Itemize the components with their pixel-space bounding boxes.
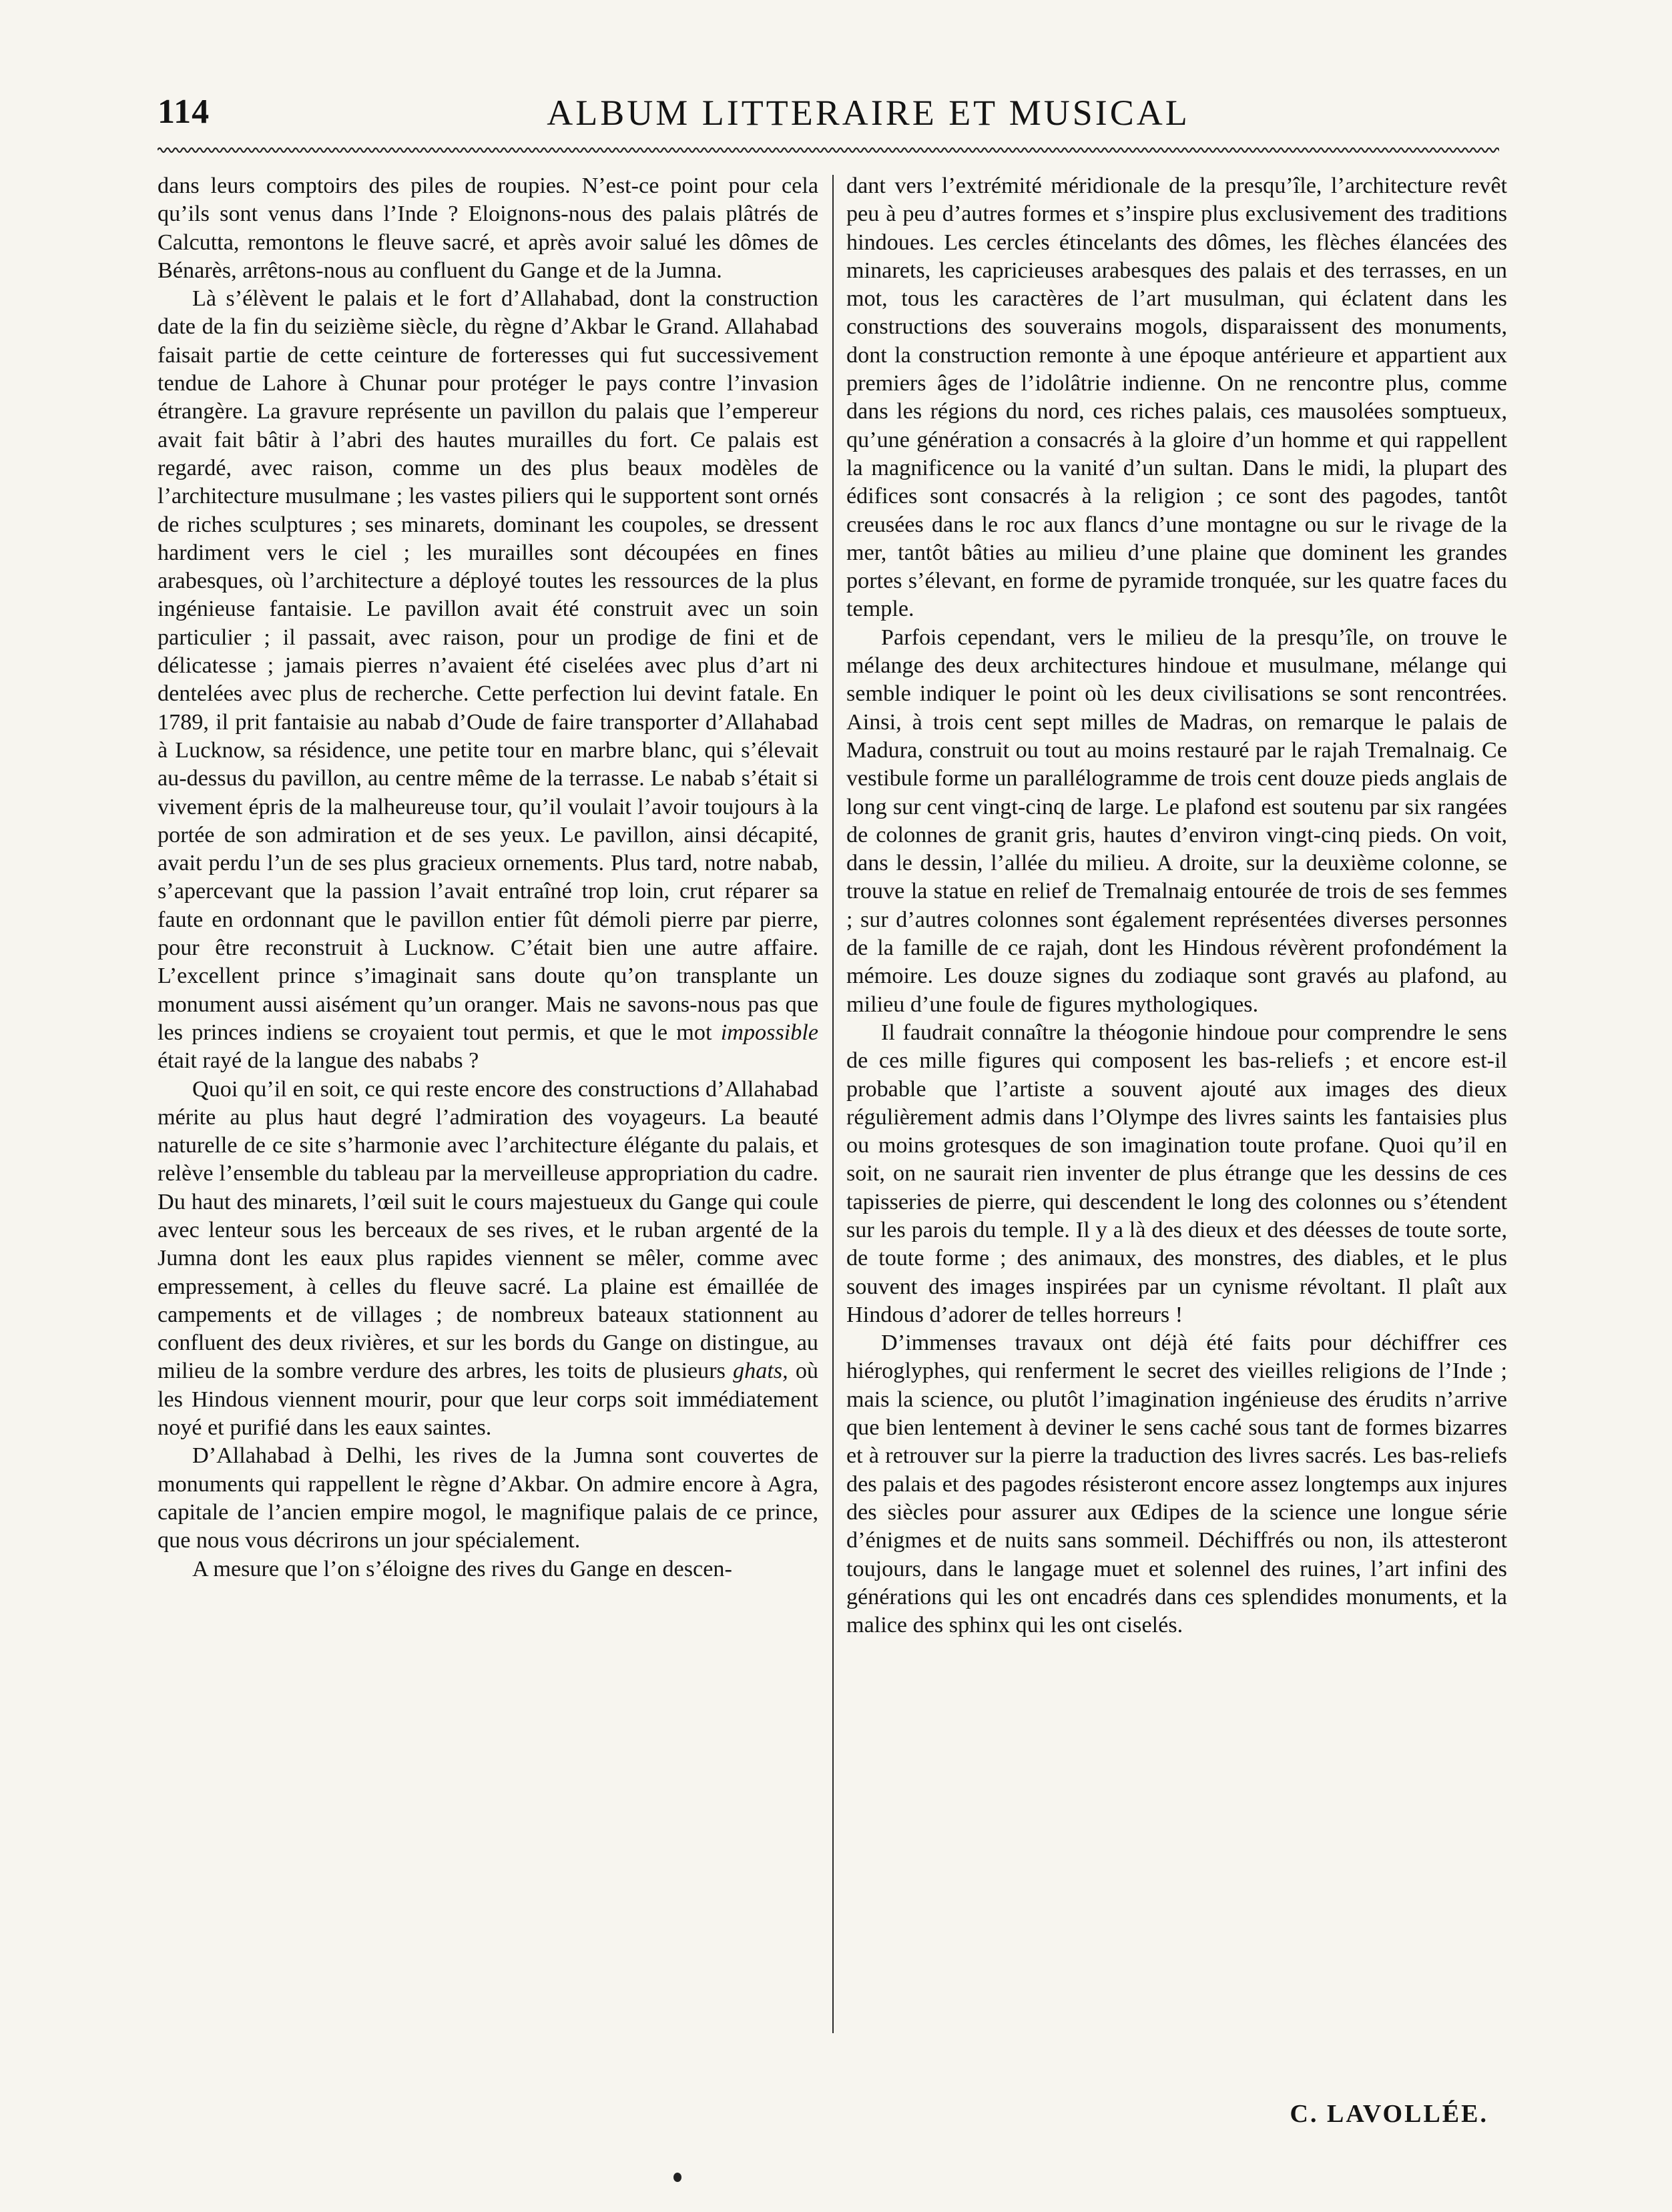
paragraph: Parfois cependant, vers le milieu de la presqu’île, on trouve le mélange des deux architectures hindoue et musulmane, mélange qui semble indiquer le point où les deux civilisations se sont rencontrées. Ainsi, à trois cent sept milles de Madras, on remarque le palais de Madura, construit ou tout au moins restauré par le rajah Tremalnaig. Ce vestibule forme un parallélogramme de trois cent douze pieds anglais de long sur cent vingt-cinq de large. Le plafond est soutenu par six rangées de colonnes de granit gris, hautes d’environ vingt-cinq pieds. On voit, dans le dessin, l’allée du milieu. A droite, sur la deuxième colonne, se trouve la statue en relief de Tremalnaig entourée de trois de ses femmes ; sur d’autres colonnes sont également représentées diverses personnes de la famille de ce rajah, dont les Hindous révèrent profondément la mémoire. Les douze signes du zodiaque sont gravés au plafond, au milieu d’une foule de figures mythologiques. [846,625,1507,1017]
paragraph-text: Quoi qu’il en soit, ce qui reste encore des constructions d’Allahabad mérite au plus haut degré l’admiration des voyageurs. La beauté naturelle de ce site s’harmonie avec l’architecture élégante du palais, et relève l’ensemble du tableau par la merveilleuse appropriation du cadre. Du haut des minarets, l’œil suit le cours majestueux du Gange qui coule avec lenteur sous les berceaux de ses rives, et le ruban argenté de la Jumna dont les eaux plus rapides viennent se mêler, comme avec empressement, à celles du fleuve sacré. La plaine est émaillée de campements et de villages ; de nombreux bateaux stationnent au confluent des deux rivières, et sur les bords du Gange on distingue, au milieu de la sombre verdure des arbres, les toits de plusieurs [158,1076,818,1384]
paragraph: D’immenses travaux ont déjà été faits pour déchiffrer ces hiéroglyphes, qui renferment le secret des vieilles religions de l’Inde ; mais la science, ou plutôt l’imagination ingénieuse des érudits n’arrive que bien lentement à deviner le sens caché sous tant de formes bizarres et à retrouver sur la pierre la traduction des livres sacrés. Les bas-reliefs des palais et des pagodes résisteront encore assez longtemps aux injures des siècles pour assurer aux Œdipes de la science une longue série d’énigmes et de nuits sans sommeil. Déchiffrés ou non, ils attesteront toujours, dans le langage muet et solennel des ruines, l’art infini des générations qui les ont encadrés dans ces splendides monuments, et la malice des sphinx qui les ont ciselés. [846,1331,1507,1638]
paragraph: Il faudrait connaître la théogonie hindoue pour comprendre le sens de ces mille figures qui composent les bas-reliefs ; et encore est-il probable que l’artiste a souvent ajouté aux images des dieux régulièrement admis dans l’Olympe des livres saints les fantaisies plus ou moins grotesques de son imagination toute profane. Quoi qu’il en soit, on ne saurait rien inventer de plus étrange que les dessins de ces tapisseries de pierre, qui descendent le long des colonnes ou s’étendent sur les parois du temple. Il y a là des dieux et des déesses de toute sorte, de toute forme ; des animaux, des monstres, des diables, et le plus souvent des images inspirées par un cynisme révoltant. Il plaît aux Hindous d’adorer de telles horreurs ! [846,1020,1507,1327]
paragraph-text: où les Hindous viennent mourir, pour que leur corps soit immédiatement noyé et purifié dans les eaux saintes. [158,1359,819,1441]
paragraph: D’Allahabad à Delhi, les rives de la Jumna sont couvertes de monuments qui rappellent le règne d’Akbar. On admire encore à Agra, capitale de l’ancien empire mogol, le magnifique palais de ce prince, que nous vous décrirons un jour spécialement. [158,1443,818,1553]
column-divider [832,175,834,2033]
paragraph: dans leurs comptoirs des piles de roupies. N’est-ce point pour cela qu’ils sont venus dans l’Inde ? Eloignons-nous des palais plâtrés de Calcutta, remontons le fleuve sacré, et après avoir salué les dômes de Bénarès, arrêtons-nous au confluent du Gange et de la Jumna. [158,173,818,283]
paragraph: dant vers l’extrémité méridionale de la presqu’île, l’architecture revêt peu à peu d’autres formes et s’inspire plus exclusivement des traditions hindoues. Les cercles étincelants des dômes, les flèches élancées des minarets, les capricieuses arabesques des palais et des terrasses, en un mot, tous les caractères de l’art musulman, qui éclatent dans les constructions des souverains mogols, disparaissent des monuments, dont la construction remonte à une époque antérieure et appartient aux premiers âges de l’idolâtrie indienne. On ne rencontre plus, comme dans les régions du nord, ces riches palais, ces mausolées somptueux, qu’une génération a consacrés à la gloire d’un homme et qui rappellent la magnificence ou la vanité d’un sultan. Dans le midi, la plupart des édifices sont consacrés à la religion ; ce sont des pagodes, tantôt creusées dans le roc aux flancs d’une montagne ou sur le rivage de la mer, tantôt bâties au milieu d’une plaine que dominent les grandes portes s’élevant, en forme de pyramide tronquée, sur les quatre faces du temple. [846,173,1507,622]
left-column [158,172,818,1583]
footer-ornament [673,2173,681,2182]
paragraph [158,285,818,1075]
paragraph-text: était rayé de la langue des nababs ? [158,1048,479,1074]
author-signature: C. LAVOLLÉE. [1290,2100,1488,2128]
italic-word: impossible [720,1020,819,1045]
paragraph: A mesure que l’on s’éloigne des rives du Gange en descen- [192,1556,732,1581]
paragraph [158,1076,818,1443]
page-number: 114 [158,93,210,131]
italic-word: ghats, [733,1359,788,1384]
right-column [846,172,1507,1639]
page-header [158,92,1499,145]
running-title: ALBUM LITTERAIRE ET MUSICAL [547,93,1190,133]
paragraph-text: Là s’élèvent le palais et le fort d’Allahabad, dont la construction date de la fin du seizième siècle, du règne d’Akbar le Grand. Allahabad faisait partie de cette ceinture de forteresses qui fut successivement tendue de Lahore à Chunar pour protéger le pays contre l’invasion étrangère. La gravure représente un pavillon du palais que l’empereur avait fait bâtir à l’abri des hautes murailles du fort. Ce palais est regardé, avec raison, comme un des plus beaux modèles de l’architecture musulmane ; les vastes piliers qui le supportent sont ornés de riches sculptures ; ses minarets, dominant les coupoles, se dressent hardiment vers le ciel ; les murailles sont découpées en fines arabesques, où l’architecture a déployé toutes les ressources de la plus ingénieuse fantaisie. Le pavillon avait été construit avec un soin particulier ; il passait, avec raison, pour un prodige de fini et de délicatesse ; jamais pierres n’avaient été ciselées avec plus d’art ni dentelées avec plus de recherche. Cette perfection lui devint fatale. En 1789, il prit fantaisie au nabab d’Oude de faire transporter d’Allahabad à Lucknow, sa résidence, une petite tour en marbre blanc, qui s’élevait au-dessus du pavillon, au centre même de la terrasse. Le nabab s’était si vivement épris de la malheureuse tour, qu’il voulait l’avoir toujours à la portée de son admiration et de ses yeux. Le pavillon, ainsi décapité, avait perdu l’un de ses plus gracieux ornements. Plus tard, notre nabab, s’apercevant que la passion l’avait entraîné trop loin, crut réparer sa faute en ordonnant que le pavillon entier fût démoli pierre par pierre, pour être reconstruit à Lucknow. C’était bien une autre affaire. L’excellent prince s’imaginait sans doute qu’on transplante un monument aussi aisément qu’un oranger. Mais ne savons-nous pas que les princes indiens se croyaient tout permis, et que le mot [158,286,818,1045]
wavy-rule [158,145,1499,155]
